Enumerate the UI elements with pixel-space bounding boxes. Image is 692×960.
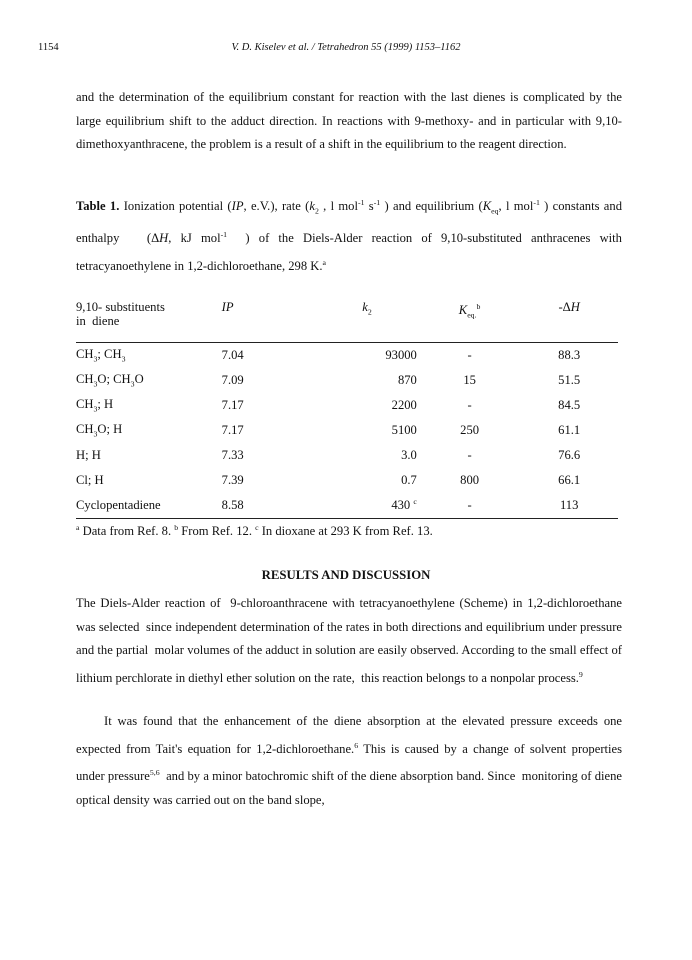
cell-k2: 5100 [391,423,417,437]
page-number: 1154 [38,42,59,53]
cell-delta-h: 51.5 [558,373,581,387]
cell-substituents: $CH_3O$; $CH_3O$ [76,372,144,389]
cell-ip: 7.09 [221,373,244,387]
cell-substituents: $CH_3O$; H [76,422,123,439]
cell-ip: 7.33 [221,448,244,462]
table-header-row [76,298,618,343]
header-substituents: 9,10- substituents in diene [76,300,165,328]
table-row [76,443,618,468]
intro-paragraph: and the determination of the equilibrium constant for reaction with the last dienes is complicated by the large equilibrium shift to the adduct direction. In reactions with 9-methoxy- and in particular with 9,10-dimethoxyanthracene, the problem is a result of a shift in the equilibrium to the reagent direction. [76,90,622,152]
cell-keq: - [467,398,472,412]
table-caption-text: Ionization potential (IP, e.V.), rate ($k_2$ , l mol$^{-1}$ $s^{-1}$ ) and equilibrium ($K_{eq}$, l mol$^{-1}$ ) constants and enthalpy (ΔH, kJ mol$^{-1}$ ) of the Diels-Alder reaction of 9,10-substituted anthracenes with tetracyanoethylene in 1,2-dichloroethane, 298 K.$^a$ [76,198,622,274]
cell-substituents: Cyclopentadiene [76,498,161,512]
table-footnotes: $^a$ Data from Ref. 8. $^b$ From Ref. 12. $^c$ In dioxane at 293 K from Ref. 13. [76,523,433,539]
cell-ip: 7.17 [221,423,244,437]
cell-k2: 3.0 [401,448,417,462]
cell-substituents: $CH_3$; H [76,397,114,414]
cell-delta-h: 113 [559,498,579,512]
cell-substituents: $CH_3$; $CH_3$ [76,347,126,364]
cell-ip: 7.17 [221,398,244,412]
cell-substituents: Cl; H [76,473,104,487]
cell-keq: 800 [460,473,480,487]
table-caption [76,191,622,279]
table-row [76,368,618,393]
cell-ip: 7.04 [221,348,244,362]
header-ip: IP [221,300,234,314]
data-table [76,298,618,519]
table-row [76,418,618,443]
cell-keq: 250 [460,423,480,437]
cell-k2: 870 [397,373,417,387]
table-row [76,468,618,493]
data-table-container [76,298,618,539]
cell-k2: 0.7 [401,473,417,487]
results-paragraph-2: It was found that the enhancement of the diene absorption at the elevated pressure exceeds one expected from Tait's equation for 1,2-dichloroethane.$^6$ This is caused by a change of solvent properties under pressure$^{5,6}$ and by a minor batochromic shift of the diene absorption band. Since monitoring of diene optical density was carried out on the band slope, [76,714,622,808]
cell-k2: 93000 [385,348,417,362]
table-row [76,393,618,418]
table-row [76,343,618,369]
cell-keq: - [467,448,472,462]
section-heading: RESULTS AND DISCUSSION [261,568,431,582]
cell-delta-h: 88.3 [558,348,581,362]
cell-substituents: H; H [76,448,101,462]
header-keq: $K_{eq.}^b$ [458,302,481,320]
running-title: V. D. Kiselev et al. / Tetrahedron 55 (1999) 1153–1162 [231,42,461,53]
header-k2: $k_2$ [362,300,372,317]
cell-k2: 430 $^c$ [391,497,417,513]
cell-ip: 8.58 [221,498,244,512]
cell-keq: - [467,348,472,362]
cell-delta-h: 61.1 [558,423,581,437]
cell-ip: 7.39 [221,473,244,487]
cell-k2: 2200 [391,398,417,412]
cell-keq: - [467,498,472,512]
cell-keq: 15 [463,373,476,387]
header-delta-h: -ΔH [558,300,580,314]
cell-delta-h: 84.5 [558,398,581,412]
table-row [76,493,618,519]
cell-delta-h: 76.6 [558,448,581,462]
cell-delta-h: 66.1 [558,473,581,487]
table-caption-label: Table 1. [76,199,120,214]
results-paragraph-1: The Diels-Alder reaction of 9-chloroanthracene with tetracyanoethylene (Scheme) in 1,2-dichloroethane was selected since independent determination of the rates in both directions and equilibrium under pressure and the partial molar volumes of the adduct in solution are easily observed. According to the small effect of lithium perchlorate in diethyl ether solution on the rate, this reaction belongs to a nonpolar process.$^9$ [76,596,622,685]
